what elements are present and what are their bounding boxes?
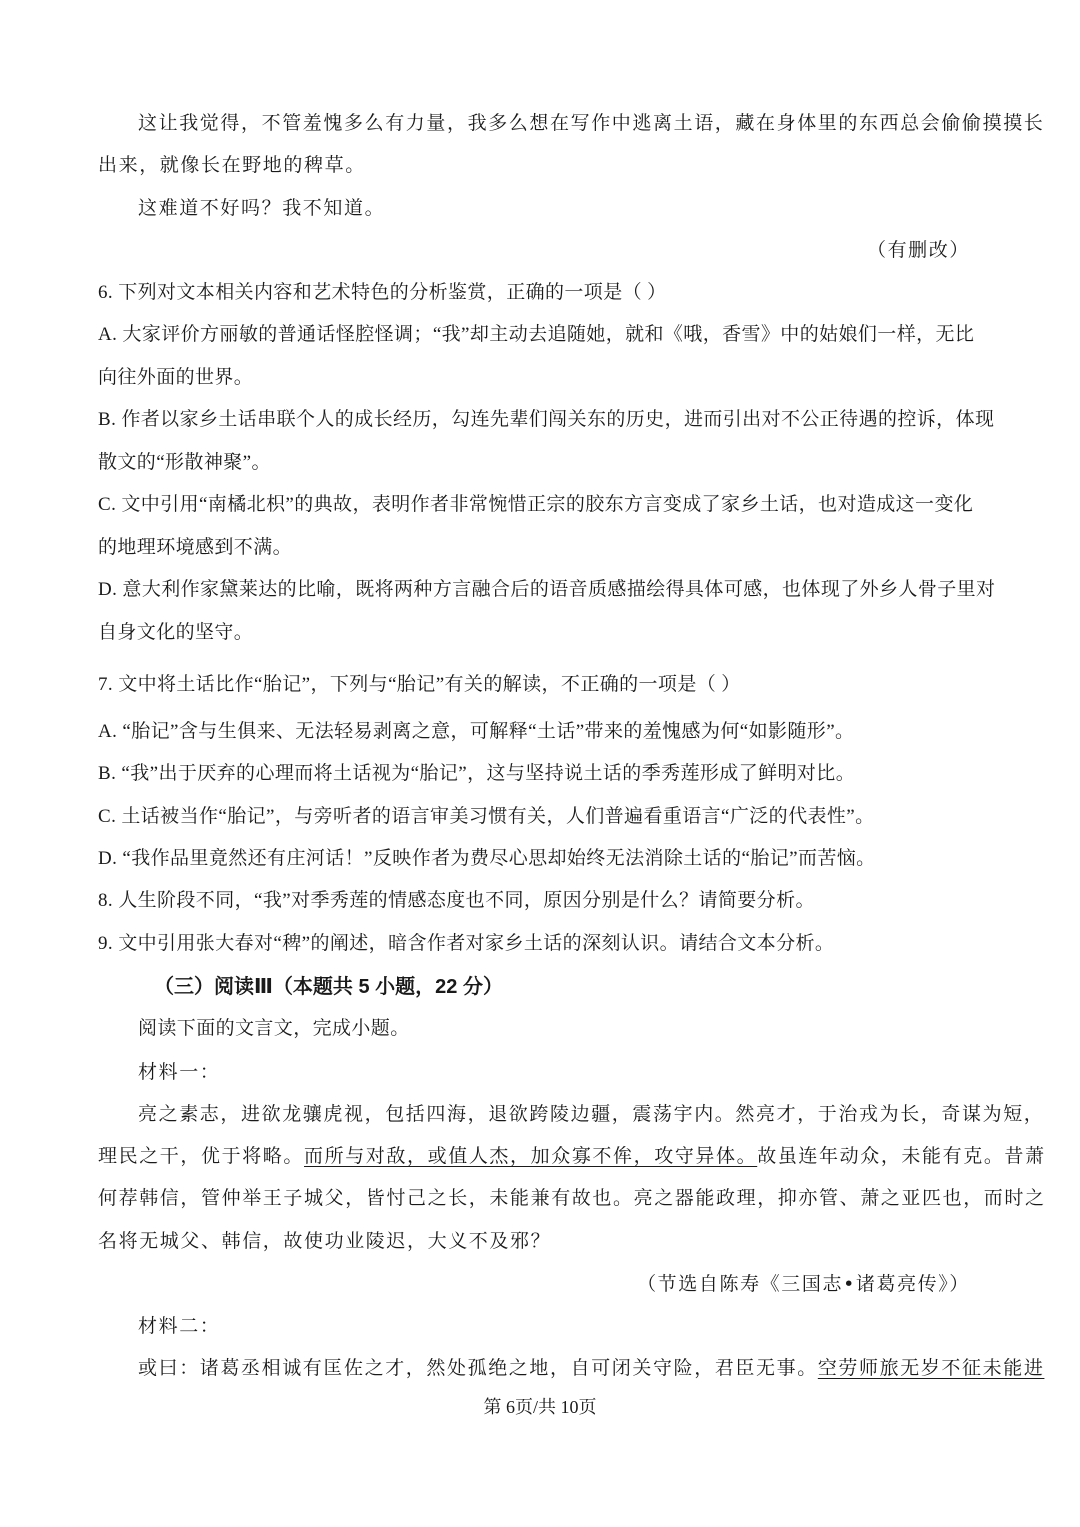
q7-option-c: C. 土话被当作“胎记”，与旁听者的语言审美习惯有关，人们普遍看重语言“广泛的代表性”。 [98, 806, 875, 827]
underlined-sentence: 而所与对敌，或值人杰，加众寡不侔，攻守异体。 [304, 1145, 758, 1167]
underlined-sentence: 空劳师旅无岁不征未能进 [817, 1357, 1045, 1379]
material-1-line [98, 1144, 1046, 1168]
q7-option-b: B. “我”出于厌弃的心理而将土话视为“胎记”，这与坚持说土话的季秀莲形成了鲜明对比。 [98, 763, 856, 784]
question-7-stem: 7. 文中将土话比作“胎记”，下列与“胎记”有关的解读，不正确的一项是（ ） [98, 674, 741, 695]
text-span: 故虽连年动众，未能有克。昔萧 [757, 1145, 1046, 1167]
material-1-line: 名将无城父、韩信，故使功业陵迟，大义不及邪？ [98, 1230, 552, 1252]
q6-option-a: A. 大家评价方丽敏的普通话怪腔怪调；“我”却主动去追随她，就和《哦，香雪》中的姑娘们一样，无比 [98, 324, 975, 345]
q6-option-d-cont: 自身文化的坚守。 [98, 622, 254, 643]
q6-option-c-cont: 的地理环境感到不满。 [98, 537, 293, 558]
q7-option-d: D. “我作品里竟然还有庄河话！”反映作者为费尽心思却始终无法消除土话的“胎记”而苦恼。 [98, 848, 876, 869]
q6-option-b: B. 作者以家乡土话串联个人的成长经历，勾连先辈们闯关东的历史，进而引出对不公正待遇的控诉，体现 [98, 409, 995, 430]
question-6-stem: 6. 下列对文本相关内容和艺术特色的分析鉴赏，正确的一项是（ ） [98, 282, 667, 303]
q7-option-a: A. “胎记”含与生俱来、无法轻易剥离之意，可解释“土话”带来的羞愧感为何“如影随形”。 [98, 721, 855, 742]
material-1-label: 材料一： [138, 1061, 221, 1083]
section-3-title: （三）阅读Ⅲ（本题共 5 小题，22 分） [154, 976, 503, 998]
section-3-intro: 阅读下面的文言文，完成小题。 [138, 1018, 410, 1039]
material-2-line [138, 1356, 1045, 1380]
passage-line: 这让我觉得，不管羞愧多么有力量，我多么想在写作中逃离土语，藏在身体里的东西总会偷偷摸摸长 [138, 112, 1045, 134]
material-1-source: （节选自陈寿《三国志•诸葛亮传》） [637, 1273, 970, 1295]
passage-line: 出来，就像长在野地的稗草。 [98, 154, 366, 176]
text-span: 理民之干，优于将略。 [98, 1145, 305, 1167]
question-8: 8. 人生阶段不同，“我”对季秀莲的情感态度也不同，原因分别是什么？请简要分析。 [98, 890, 815, 911]
material-1-line: 何荐韩信，管仲举王子城父，皆忖己之长，未能兼有故也。亮之器能政理，抑亦管、萧之亚匹也，而时之 [98, 1187, 1046, 1209]
q6-option-d: D. 意大利作家黛莱达的比喻，既将两种方言融合后的语音质感描绘得具体可感，也体现了外乡人骨子里对 [98, 579, 996, 600]
page-footer: 第 6页/共 10页 [483, 1397, 597, 1417]
passage-line: 这难道不好吗？我不知道。 [138, 197, 386, 219]
material-2-label: 材料二： [138, 1315, 221, 1337]
text-span: 或曰：诸葛丞相诚有匡佐之才，然处孤绝之地，自可闭关守险，君臣无事。 [138, 1357, 818, 1379]
q6-option-a-cont: 向往外面的世界。 [98, 367, 254, 388]
passage-note: （有删改） [866, 239, 970, 261]
q6-option-b-cont: 散文的“形散神聚”。 [98, 452, 271, 473]
question-9: 9. 文中引用张大春对“稗”的阐述，暗含作者对家乡土话的深刻认识。请结合文本分析。 [98, 933, 835, 954]
q6-option-c: C. 文中引用“南橘北枳”的典故，表明作者非常惋惜正宗的胶东方言变成了家乡土话，也对造成这一变化 [98, 494, 974, 515]
material-1-line: 亮之素志，进欲龙骧虎视，包括四海，退欲跨陵边疆，震荡宇内。然亮才，于治戎为长，奇谋为短， [138, 1103, 1045, 1125]
